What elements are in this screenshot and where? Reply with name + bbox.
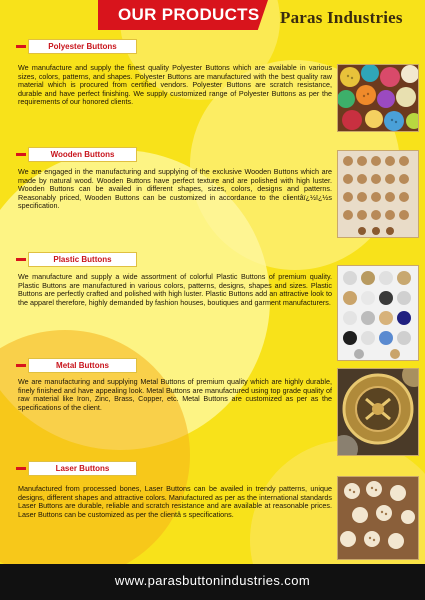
heading-accent bbox=[16, 364, 26, 367]
heading-accent bbox=[16, 45, 26, 48]
page-title: OUR PRODUCTS bbox=[118, 5, 260, 24]
section-heading-polyester bbox=[16, 39, 143, 54]
section-label: Metal Buttons bbox=[28, 358, 137, 373]
section-description-wooden: We are engaged in the manufacturing and supplying of the exclusive Wooden Buttons which are made by natural wood. Wooden Buttons have perfect texture and are polished with high luster. Wooden Buttons can be availed in different shapes, sizes, colors, designs and patterns. Reasonably priced, Wooden Buttons can be customized in accordance to the clientâï¿½ï¿½s specification. bbox=[18, 167, 332, 211]
metal-buttons-photo bbox=[337, 368, 419, 456]
section-heading-metal bbox=[16, 358, 143, 373]
heading-accent bbox=[16, 467, 26, 470]
website-url[interactable]: www.parasbuttonindustries.com bbox=[114, 573, 311, 588]
heading-accent bbox=[16, 153, 26, 156]
section-heading-plastic bbox=[16, 252, 143, 267]
section-label: Wooden Buttons bbox=[28, 147, 137, 162]
laser-buttons-photo bbox=[337, 476, 419, 560]
section-description-polyester: We manufacture and supply the finest quality Polyester Buttons which are available in various sizes, colors, patterns, and shapes. Polyester Buttons are manufactured with the best quality raw material which is procured from certified vendors. Polyester Buttons are scratch resistance, durable and have perfect finishing. We supply customized range of Polyester Buttons as per the requirements of our honored clients. bbox=[18, 63, 332, 107]
section-description-metal: We are manufacturing and supplying Metal Buttons of premium quality which are highly durable, finely finished and have appealing look. Metal Buttons are manufactured using top grade quality of raw material like Iron, Zinc, Brass, Copper, etc. Metal Buttons are customized as per as the specifications of the client. bbox=[18, 377, 332, 412]
section-label: Plastic Buttons bbox=[28, 252, 137, 267]
section-heading-laser bbox=[16, 461, 143, 476]
section-description-laser: Manufactured from processed bones, Laser Buttons can be availed in trendy patterns, unique designs, different shapes and attractive colors. Manufactured as per as the international standards Laser Buttons are durable, reliable and scratch resistance and are available at reasonable prices. Laser Buttons can be customized as per the clientâ s specifications. bbox=[18, 484, 332, 519]
section-heading-wooden bbox=[16, 147, 143, 162]
heading-accent bbox=[16, 258, 26, 261]
section-label: Laser Buttons bbox=[28, 461, 137, 476]
section-label: Polyester Buttons bbox=[28, 39, 137, 54]
section-description-plastic: We manufacture and supply a wide assortment of colorful Plastic Buttons of premium quality. Plastic Buttons are manufactured in various colors, patterns, designs, shapes and sizes. Plastic Buttons are perfectly crafted and polished with high luster. Plastic Buttons add an attractive look to the apparel therefore, highly demanded by fashion houses, boutiques and garment manufacturers. bbox=[18, 272, 332, 307]
company-name: Paras Industries bbox=[280, 8, 403, 27]
polyester-buttons-photo bbox=[337, 64, 419, 132]
wooden-buttons-photo bbox=[337, 150, 419, 238]
page-header bbox=[0, 0, 425, 32]
plastic-buttons-photo bbox=[337, 265, 419, 361]
page-footer bbox=[0, 564, 425, 600]
